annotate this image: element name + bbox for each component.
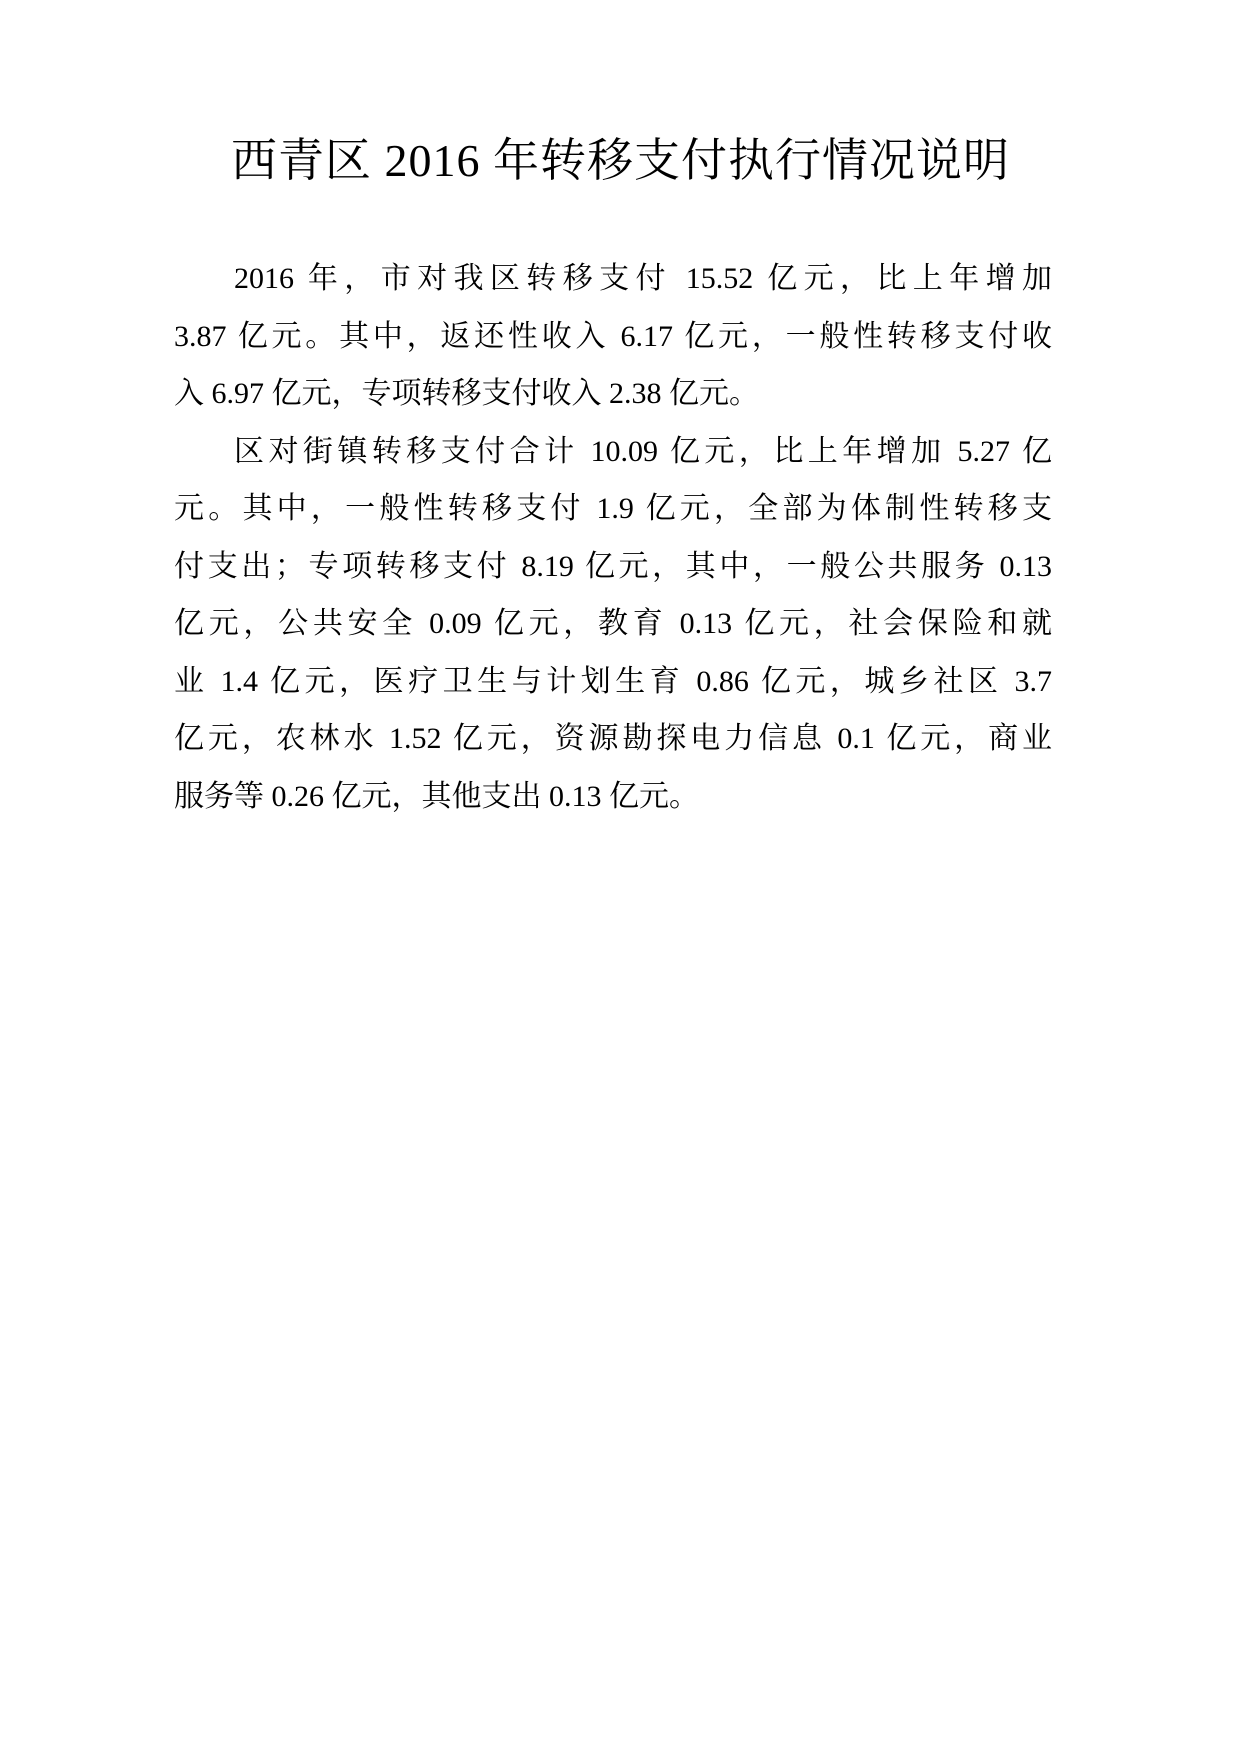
text-line: 区对街镇转移支付合计 10.09 亿元，比上年增加 5.27 亿 bbox=[234, 434, 1052, 468]
text-line: 业 1.4 亿元，医疗卫生与计划生育 0.86 亿元，城乡社区 3.7 bbox=[174, 664, 1052, 698]
text-line: 亿元，农林水 1.52 亿元，资源勘探电力信息 0.1 亿元，商业 bbox=[174, 722, 1052, 755]
document-title: 西青区 2016 年转移支付执行情况说明 bbox=[231, 135, 1010, 186]
document-body bbox=[174, 250, 1052, 825]
text-line: 付支出；专项转移支付 8.19 亿元，其中，一般公共服务 0.13 bbox=[174, 549, 1052, 583]
text-line: 服务等 0.26 亿元，其他支出 0.13 亿元。 bbox=[174, 779, 699, 813]
paragraph-city-transfer bbox=[174, 250, 1052, 423]
text-line: 元。其中，一般性转移支付 1.9 亿元，全部为体制性转移支 bbox=[174, 492, 1052, 525]
text-line: 亿元，公共安全 0.09 亿元，教育 0.13 亿元，社会保险和就 bbox=[174, 607, 1052, 640]
text-line: 2016 年，市对我区转移支付 15.52 亿元，比上年增加 bbox=[234, 262, 1052, 295]
paragraph-district-transfer bbox=[174, 423, 1052, 826]
text-line: 入 6.97 亿元，专项转移支付收入 2.38 亿元。 bbox=[174, 377, 759, 410]
text-line: 3.87 亿元。其中，返还性收入 6.17 亿元，一般性转移支付收 bbox=[174, 319, 1052, 353]
